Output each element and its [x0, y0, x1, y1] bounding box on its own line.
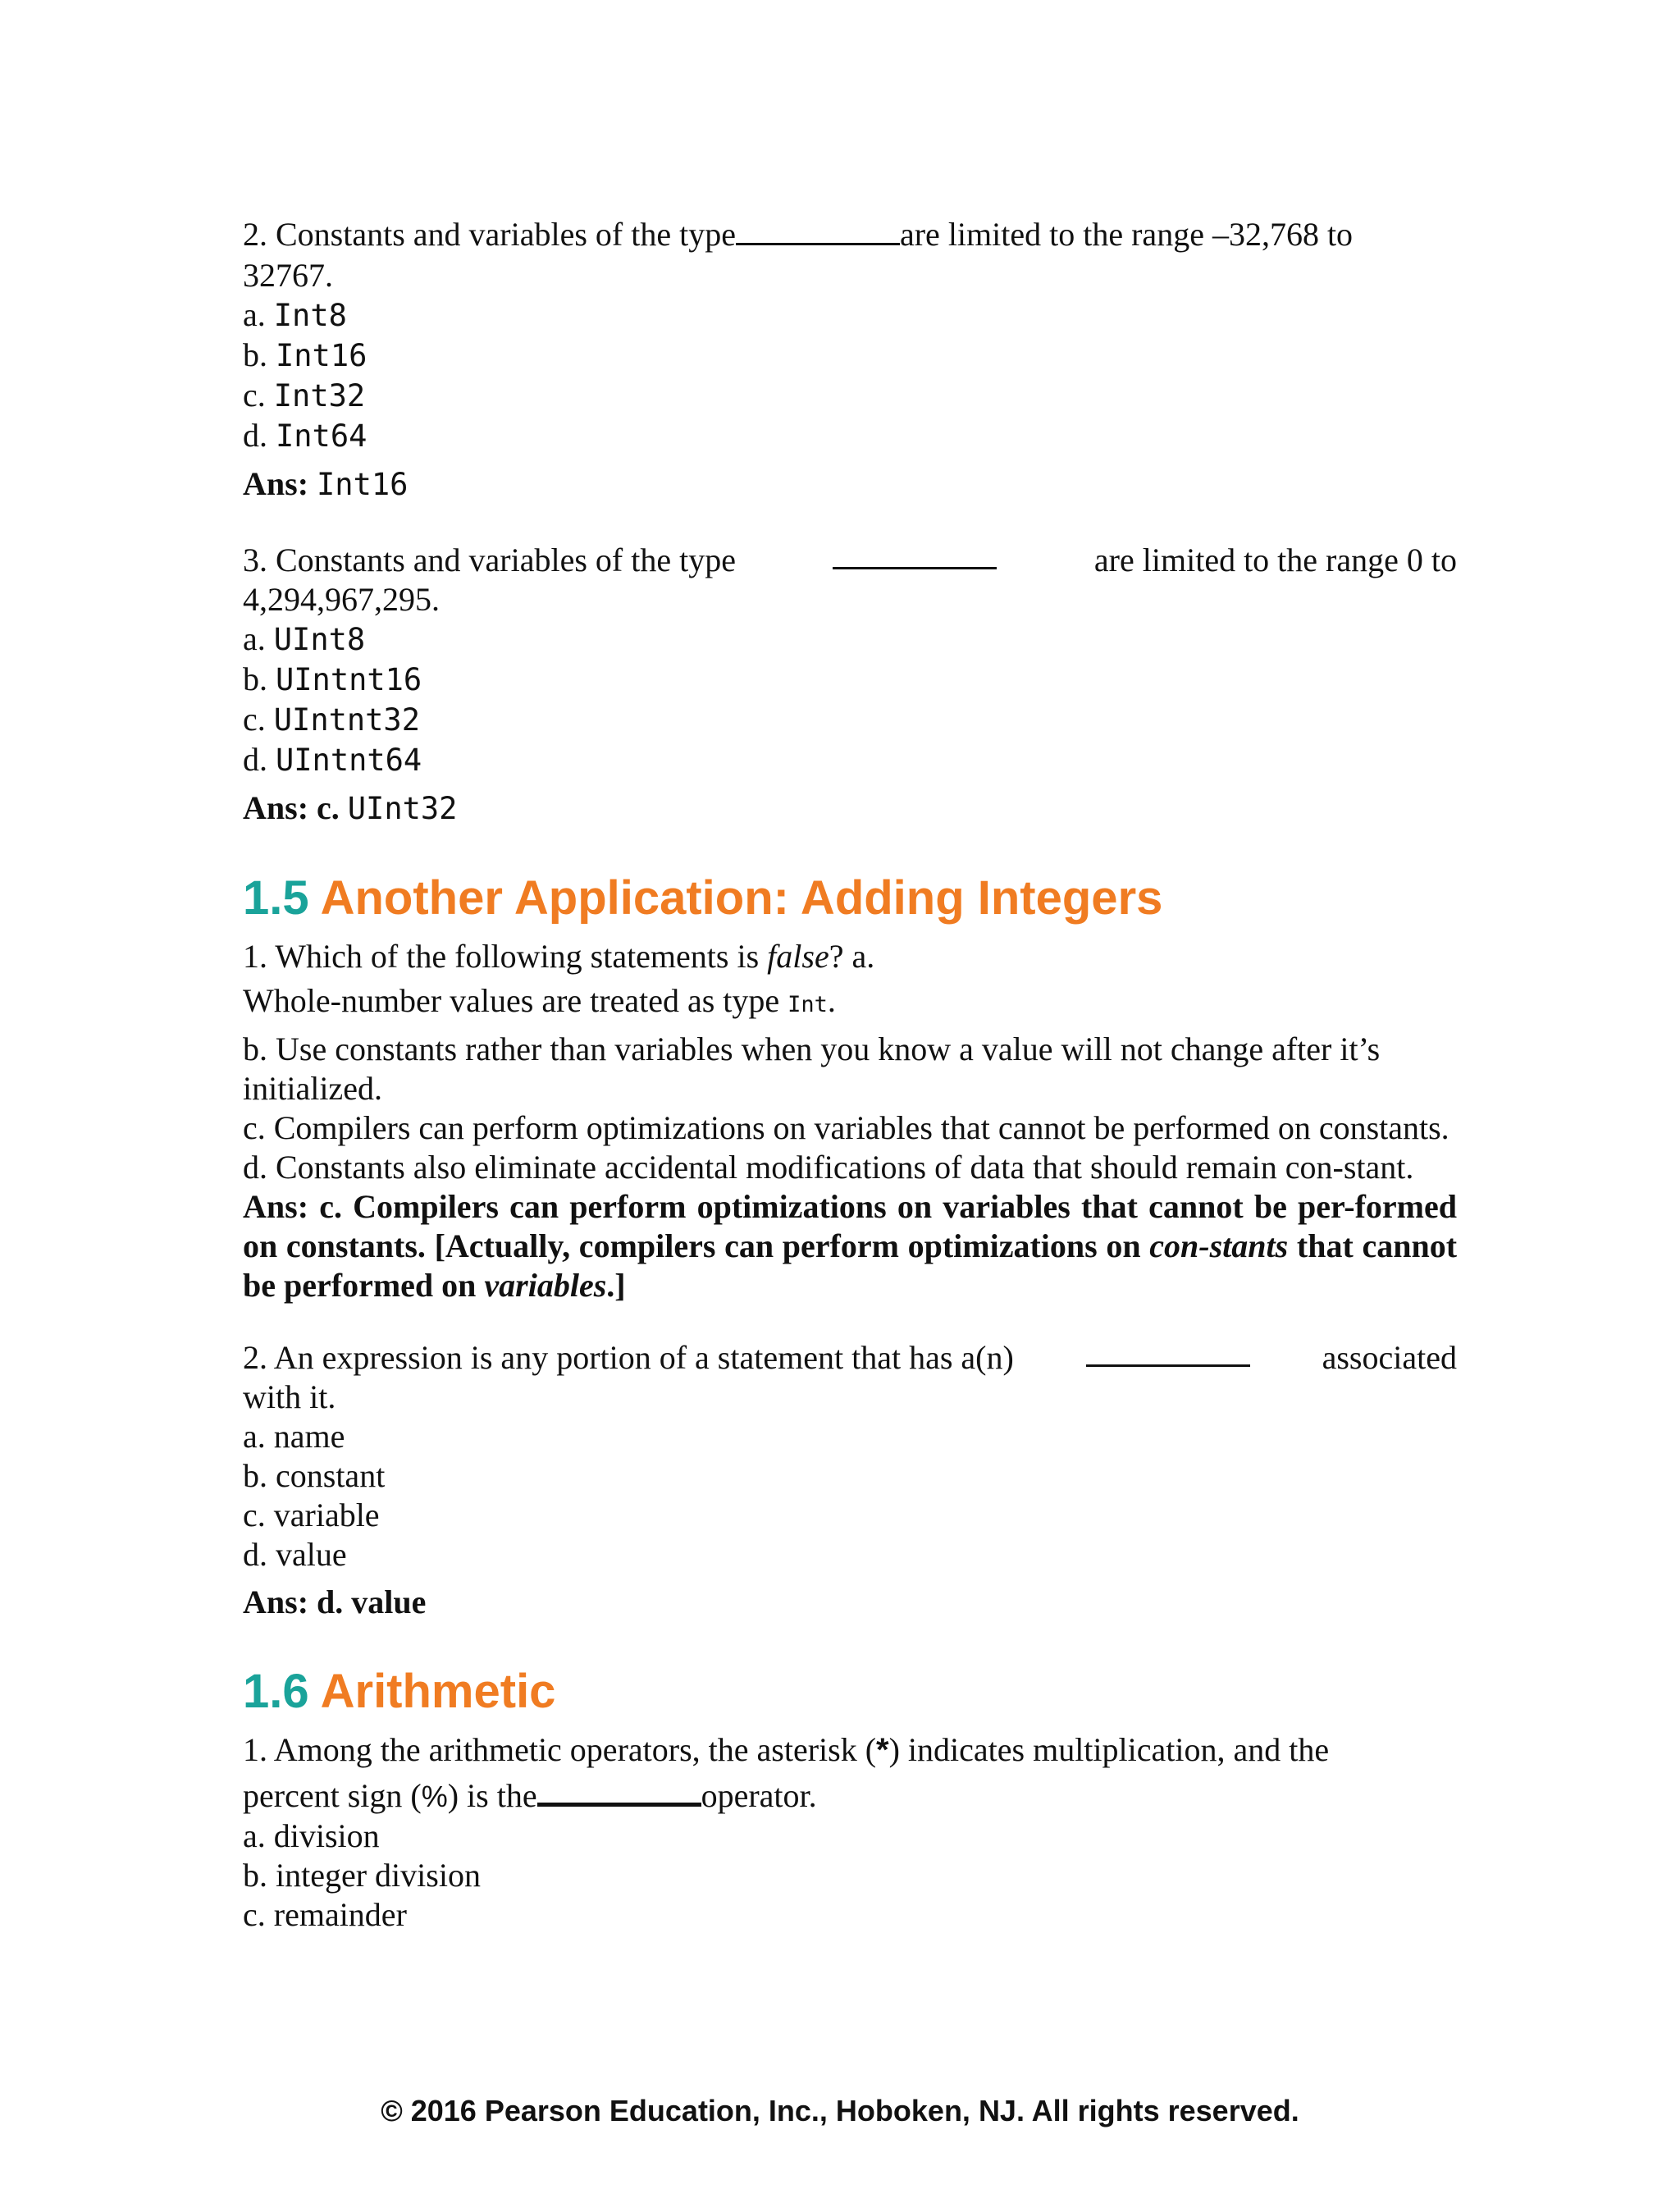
option-b: b. constant	[243, 1457, 386, 1494]
section-1-6-question-1	[243, 1730, 1457, 1935]
question-stem-continued: 32767.	[243, 257, 333, 294]
option-b: b. Int16	[243, 336, 368, 373]
option-a: Whole-number values are treated as type Int.	[243, 982, 836, 1019]
option-d: d. UIntnt64	[243, 741, 422, 778]
answer: Ans: Int16	[243, 465, 409, 502]
option-c: c. remainder	[243, 1896, 407, 1933]
option-c: c. Compilers can perform optimizations on variables that cannot be performed on constants.	[243, 1109, 1449, 1146]
document-page	[243, 215, 1457, 1935]
answer-blank	[833, 541, 997, 569]
question-stem: 2. Constants and variables of the type are limited to the range –32,768 to	[243, 216, 1354, 253]
question-stem: 1. Among the arithmetic operators, the asterisk (*) indicates multiplication, and the	[243, 1731, 1330, 1768]
copyright-footer: © 2016 Pearson Education, Inc., Hoboken, NJ. All rights reserved.	[381, 2094, 1299, 2127]
option-b: b. Use constants rather than variables when you know a value will not change after it’s initialized.	[243, 1031, 1381, 1107]
question-stem-continued: with it.	[243, 1378, 336, 1415]
option-a: a. name	[243, 1418, 345, 1455]
section-1-5-question-2	[243, 1338, 1457, 1622]
option-c: c. variable	[243, 1497, 380, 1533]
option-c: c. UIntnt32	[243, 701, 420, 738]
answer: Ans: c. Compilers can perform optimizations on variables that cannot be per-formed on constants. [Actually, compilers can perform optimizations on con-stants that cannot be performed on variables.]	[243, 1188, 1458, 1304]
option-a: a. UInt8	[243, 620, 366, 657]
option-c: c. Int32	[243, 377, 366, 414]
option-d: d. Constants also eliminate accidental modifications of data that should remain con-stant.	[243, 1149, 1414, 1186]
answer: Ans: d. value	[243, 1583, 427, 1620]
answer: Ans: c. UInt32	[243, 789, 458, 826]
question-3	[243, 541, 1457, 829]
answer-blank	[1086, 1338, 1250, 1367]
question-stem-continued: 4,294,967,295.	[243, 581, 440, 618]
answer-blank	[537, 1776, 701, 1807]
option-d: d. value	[243, 1536, 347, 1573]
section-heading-1-5: 1.5 Another Application: Adding Integers	[243, 871, 1163, 925]
question-2	[243, 215, 1457, 505]
option-b: b. integer division	[243, 1857, 481, 1894]
question-stem: 2. An expression is any portion of a statement that has a(n) associated	[243, 1339, 1457, 1376]
question-stem-continued: percent sign (%) is the operator.	[243, 1777, 817, 1814]
option-a: a. division	[243, 1817, 380, 1854]
section-1-5-question-1	[243, 937, 1457, 1305]
question-stem: 1. Which of the following statements is false? a.	[243, 938, 875, 975]
option-d: d. Int64	[243, 417, 368, 454]
question-stem: 3. Constants and variables of the type are limited to the range 0 to	[243, 542, 1457, 578]
option-a: a. Int8	[243, 296, 347, 333]
answer-blank	[736, 217, 900, 245]
option-b: b. UIntnt16	[243, 660, 422, 697]
section-heading-1-6: 1.6 Arithmetic	[243, 1665, 556, 1718]
